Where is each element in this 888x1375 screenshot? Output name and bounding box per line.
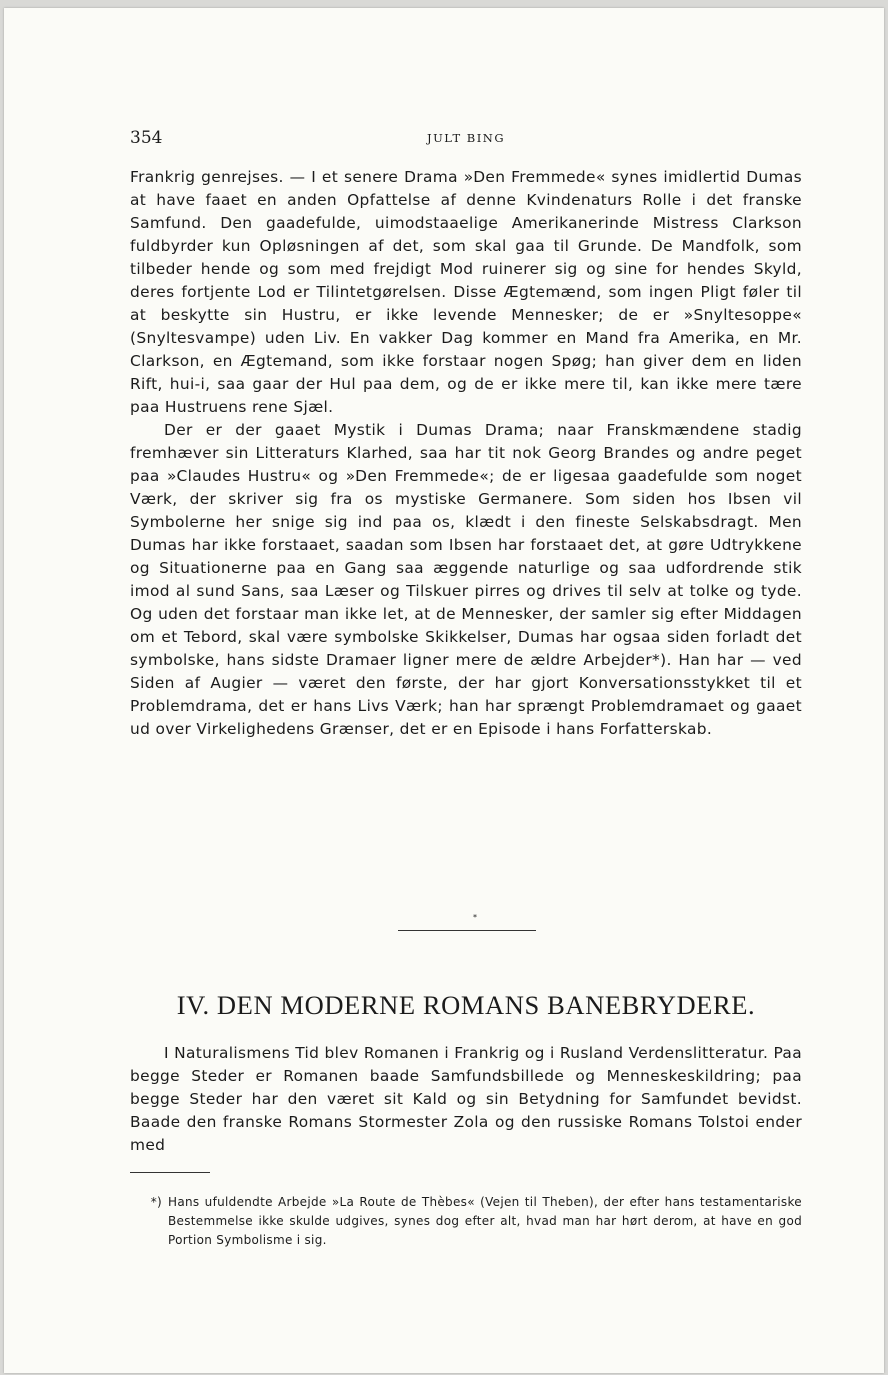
paragraph: Der er der gaaet Mystik i Dumas Drama; naar Franskmændene stadig fremhæver sin Litteraturs Klarhed, saa har tit nok Georg Brandes og andre peget paa »Claudes Hustru« og »Den Fremmede«; de er ligesaa gaadefulde som noget Værk, der skriver sig fra os mystiske Germanere. Som siden hos Ibsen vil Symbolerne her snige sig ind paa os, klædt i den fineste Selskabsdragt. Men Dumas har ikke forstaaet, saadan som Ibsen har forstaaet det, at gøre Udtrykkene og Situationerne paa en Gang saa æggende naturlige og saa udfordrende stik imod al sund Sans, saa Læser og Tilskuer pirres og drives til selv at tolke og tyde. Og uden det forstaar man ikke let, at de Mennesker, der samler sig efter Middagen om et Tebord, skal være symbolske Skikkelser, Dumas har ogsaa siden forladt det symbolske, hans sidste Dramaer ligner mere de ældre Arbejder*). Han har — ved Siden af Augier — været den første, der har gjort Konversationsstykket til et Problemdrama, det er hans Livs Værk; han har sprængt Problemdramaet og gaaet ud over Virkelighedens Grænser, det er en Episode i hans Forfatterskab. [130,421,802,738]
footnote-rule [130,1172,210,1173]
main-text-top [130,166,802,741]
divider-line [398,930,536,931]
divider-mark: * [473,913,477,922]
page-header [130,128,802,150]
page-number: 354 [130,128,163,148]
running-title: JULT BING [426,131,506,145]
footnote-text: Hans ufuldendte Arbejde »La Route de Thèbes« (Vejen til Theben), der efter hans testamentariske Bestemmelse ikke skulde udgives, synes dog efter alt, hvad man har hørt derom, at have en god Portion Symbolisme i sig. [168,1195,802,1247]
footnote-mark: *) [150,1195,162,1209]
section-heading: IV. DEN MODERNE ROMANS BANEBRYDERE. [176,990,756,1020]
footnote [150,1193,802,1250]
book-page [4,8,884,1373]
paragraph: Frankrig genrejses. — I et senere Drama »Den Fremmede« synes imidlertid Dumas at have faaet en anden Opfattelse af denne Kvindenaturs Rolle i det franske Samfund. Den gaadefulde, uimodstaaelige Amerikanerinde Mistress Clarkson fuldbyrder kun Opløsningen af det, som skal gaa til Grunde. De Mandfolk, som tilbeder hende og som med frejdigt Mod ruinerer sig og sine for hendes Skyld, deres fortjente Lod er Tilintetgørelsen. Disse Ægtemænd, som ingen Pligt føler til at beskytte sin Hustru, er ikke levende Mennesker; de er »Snyltesoppe« (Snyltesvampe) uden Liv. En vakker Dag kommer en Mand fra Amerika, en Mr. Clarkson, en Ægtemand, som ikke forstaar nogen Spøg; han giver dem en liden Rift, hui-i, saa gaar der Hul paa dem, og de er ikke mere til, kan ikke mere tære paa Hustruens rene Sjæl. [130,168,802,416]
section-divider [398,913,536,936]
main-text-bottom [130,1042,802,1157]
paragraph: I Naturalismens Tid blev Romanen i Frankrig og i Rusland Verdenslitteratur. Paa begge Steder er Romanen baade Samfundsbillede og Menneskeskildring; paa begge Steder har den været sit Kald og sin Betydning for Samfundet bevidst. Baade den franske Romans Stormester Zola og den russiske Romans Tolstoi ender med [130,1044,802,1154]
